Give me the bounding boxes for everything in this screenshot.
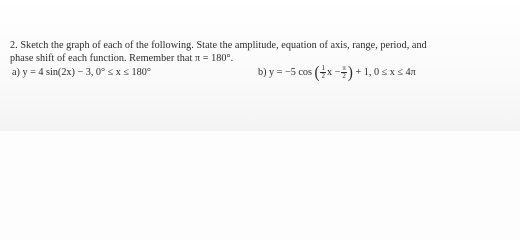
close-paren: ) [347,63,353,83]
problem-line-2: phase shift of each function. Remember that π = 180°. [10,52,234,64]
problem-statement [10,40,510,65]
part-b-middle: x − [326,66,341,78]
part-a-equation: a) y = 4 sin(2x) − 3, 0° ≤ x ≤ 180° [12,67,151,78]
fraction-pi-half: $\frac{\pi}{2}$ [342,64,346,80]
problem-line-1: 2. Sketch the graph of each of the following. State the amplitude, equation of axis, range, period, and [10,40,427,51]
fraction-one-half: $\frac{1}{2}$ [321,64,325,80]
part-b-equation [258,63,416,83]
part-b-suffix: + 1, 0 ≤ x ≤ 4π [355,66,416,78]
open-paren: ( [314,63,320,83]
part-b-prefix: b) y = −5 cos [258,66,312,78]
